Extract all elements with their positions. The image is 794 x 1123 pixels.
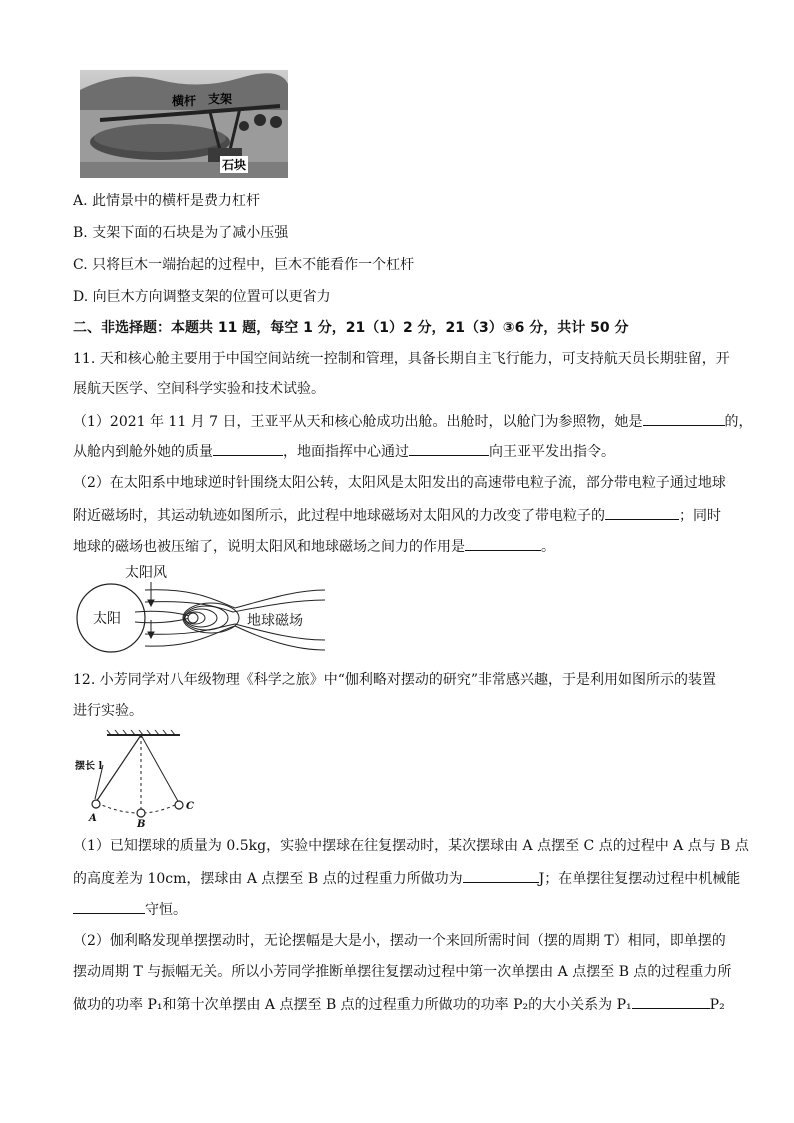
q12-p1-text-d: 守恒。 — [145, 902, 187, 918]
point-b-label: B — [137, 819, 146, 830]
q12-part1-line-3 — [73, 899, 187, 920]
q12-part2-line-3 — [73, 994, 725, 1015]
answer-blank-8[interactable] — [632, 994, 710, 1009]
q12-part2-line-1: （2）伽利略发现单摆摆动时，无论摆幅是大是小，摆动一个来回所需时间（摆的周期 T）相同，即单摆的 — [73, 933, 726, 949]
q12-intro-line-2: 进行实验。 — [73, 703, 143, 719]
crossbar-label: 横杆 — [172, 94, 197, 108]
pendulum-length-label: 摆长 l — [75, 761, 103, 772]
q11-part2-line-1: （2）在太阳系中地球逆时针围绕太阳公转，太阳风是太阳发出的高速带电粒子流，部分带电粒子通过地球 — [73, 475, 726, 491]
answer-blank-5[interactable] — [465, 536, 541, 551]
option-a: A. 此情景中的横杆是费力杠杆 — [73, 193, 261, 209]
q11-p1-text-d: ，地面指挥中心通过 — [283, 444, 409, 460]
q11-p1-text-b: 的， — [724, 414, 753, 430]
q11-intro-line-1: 11. 天和核心舱主要用于中国空间站统一控制和管理，具备长期自主飞行能力，可支持航天员长期驻留，开 — [73, 351, 730, 367]
q11-p2-text-b: 附近磁场时，其运动轨迹如图所示，此过程中地球磁场对太阳风的力改变了带电粒子的 — [73, 508, 605, 524]
solar-wind-figure — [75, 560, 335, 660]
q12-intro-line-1: 12. 小芳同学对八年级物理《科学之旅》中“伽利略对摆动的研究”非常感兴趣，于是利用如图所示的装置 — [73, 672, 717, 688]
sun-label: 太阳 — [93, 611, 121, 627]
answer-blank-4[interactable] — [605, 505, 679, 520]
q11-p2-text-c: ；同时 — [679, 508, 721, 524]
q11-p2-text-d: 地球的磁场也被压缩了，说明太阳风和地球磁场之间力的作用是 — [73, 539, 465, 555]
q11-intro-line-2: 展航天医学、空间科学实验和技术试验。 — [73, 381, 325, 397]
answer-blank-1[interactable] — [643, 411, 725, 426]
q12-p1-text-b: 的高度差为 10cm，摆球由 A 点摆至 B 点的过程重力所做功为 — [73, 871, 463, 887]
section-heading: 二、非选择题：本题共 11 题，每空 1 分，21（1）2 分，21（3）③6 分，共计 50 分 — [73, 320, 629, 336]
stone-label: 石块 — [222, 158, 247, 172]
pendulum-diagram — [75, 727, 225, 827]
answer-blank-2[interactable] — [213, 441, 283, 456]
pendulum-figure — [75, 727, 225, 830]
lever-scene-illustration — [80, 70, 288, 178]
support-label: 支架 — [208, 92, 233, 106]
lever-photo — [80, 70, 288, 178]
option-c: C. 只将巨木一端抬起的过程中，巨木不能看作一个杠杆 — [73, 257, 415, 273]
point-a-label: A — [89, 813, 97, 824]
q12-part1-line-1: （1）已知摆球的质量为 0.5kg，实验中摆球在往复摆动时，某次摆球由 A 点摆至 C 点的过程中 A 点与 B 点 — [73, 838, 749, 854]
earth-field-label: 地球磁场 — [247, 613, 303, 629]
q11-p2-text-e: 。 — [541, 539, 555, 555]
earth-circle — [188, 613, 198, 623]
q11-p1-text-a: （1）2021 年 11 月 7 日，王亚平从天和核心舱成功出舱。出舱时，以舱门为参照物，她是 — [73, 414, 643, 430]
q12-p2-text-c: 做功的功率 P₁和第十次单摆由 A 点摆至 B 点的过程重力所做功的功率 P₂的大小关系为 P₁ — [73, 997, 632, 1013]
q12-p2-text-d: P₂ — [709, 997, 725, 1013]
q11-part1-line-2 — [73, 441, 615, 462]
q11-part2-line-3 — [73, 536, 555, 557]
q12-part1-line-2 — [73, 868, 740, 889]
q11-p1-text-e: 向王亚平发出指令。 — [489, 444, 615, 460]
point-c-label: C — [186, 801, 194, 812]
answer-blank-6[interactable] — [463, 868, 539, 883]
q12-part2-line-2: 摆动周期 T 与振幅无关。所以小芳同学推断单摆往复摆动过程中第一次单摆由 A 点摆至 B 点的过程重力所 — [73, 964, 732, 980]
answer-blank-7[interactable] — [73, 899, 145, 914]
q11-part1-line-1 — [73, 411, 753, 432]
q11-part2-line-2 — [73, 505, 721, 526]
option-b: B. 支架下面的石块是为了减小压强 — [73, 225, 289, 241]
q12-p1-text-c: J；在单摆往复摆动过程中机械能 — [538, 871, 741, 887]
q11-p1-text-c: 从舱内到舱外她的质量 — [73, 444, 213, 460]
answer-blank-3[interactable] — [409, 441, 489, 456]
solar-wind-label: 太阳风 — [125, 565, 167, 581]
option-d: D. 向巨木方向调整支架的位置可以更省力 — [73, 289, 331, 305]
